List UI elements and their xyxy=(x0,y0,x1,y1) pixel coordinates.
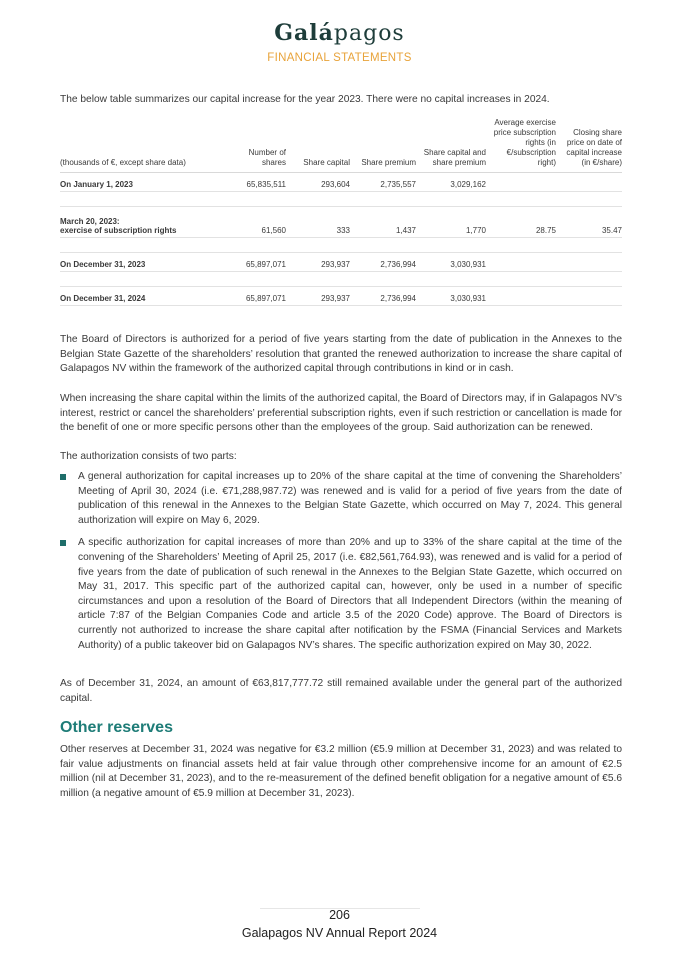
authorization-list xyxy=(60,470,622,661)
table-spacer-row xyxy=(60,272,622,287)
table-header-row xyxy=(60,118,622,173)
table-cell: 293,937 xyxy=(286,287,350,306)
table-cell: 293,937 xyxy=(286,253,350,272)
list-item xyxy=(60,536,622,653)
table-cell: 2,736,994 xyxy=(350,287,416,306)
paragraph-two-parts: The authorization consists of two parts: xyxy=(60,451,237,462)
table-cell: 1,770 xyxy=(416,207,486,238)
table-header-cell: Share capital xyxy=(286,118,350,173)
table-cell: 28.75 xyxy=(486,207,556,238)
table-header-cell: Closing share price on date of capital increase (in €/share) xyxy=(556,118,622,173)
table-cell: 65,835,511 xyxy=(220,173,286,192)
row-label: On January 1, 2023 xyxy=(60,173,220,192)
row-label: On December 31, 2024 xyxy=(60,287,220,306)
section-label: FINANCIAL STATEMENTS xyxy=(267,52,412,64)
table-spacer-row xyxy=(60,238,622,253)
table-cell: 3,029,162 xyxy=(416,173,486,192)
paragraph-preferential-rights: When increasing the share capital within the limits of the authorized capital, the Board of Directors may, if in Galapagos NV’s interest, restrict or cancel the shareholders’ preferential subscription rights, even if such restriction or cancellation is made for the benefit of one or more specific persons other than the employees of the group. Said authorization can be renewed. xyxy=(60,393,622,434)
table-row xyxy=(60,253,622,272)
table-cell: 61,560 xyxy=(220,207,286,238)
row-label: On December 31, 2023 xyxy=(60,253,220,272)
table-header-cell: Number of shares xyxy=(220,118,286,173)
galapagos-logo: Galápagos xyxy=(274,20,405,46)
table-header-cell: Average exercise price subscription rights (in €/subscription right) xyxy=(486,118,556,173)
table-row xyxy=(60,287,622,306)
table-cell: 293,604 xyxy=(286,173,350,192)
table-cell: 1,437 xyxy=(350,207,416,238)
list-item xyxy=(60,470,622,528)
table-cell: 65,897,071 xyxy=(220,253,286,272)
table-row xyxy=(60,207,622,238)
table-cell: 3,030,931 xyxy=(416,253,486,272)
table-cell: 333 xyxy=(286,207,350,238)
table-cell: 65,897,071 xyxy=(220,287,286,306)
table-cell xyxy=(556,253,622,272)
square-bullet-icon xyxy=(60,540,66,546)
table-cell: 2,736,994 xyxy=(350,253,416,272)
page-number: 206 xyxy=(329,908,350,922)
square-bullet-icon xyxy=(60,474,66,480)
table-row xyxy=(60,173,622,192)
table-cell xyxy=(486,287,556,306)
row-label: March 20, 2023: exercise of subscription rights xyxy=(60,207,220,238)
table-cell: 2,735,557 xyxy=(350,173,416,192)
page-footer xyxy=(0,908,679,940)
page-header xyxy=(0,20,679,64)
table-spacer-row xyxy=(60,192,622,207)
list-item-text: A specific authorization for capital increases of more than 20% and up to 33% of the share capital at the time of the convening of the Shareholders’ Meeting of April 25, 2017 (i.e. €82,561,764.93), was renewed and is valid for a period of five years from the date of publication of such renewal in the Annexes to the Belgian State Gazette, which occurred on May 31, 2017. This specific part of the authorized capital can, however, only be used in a number of specific circumstances and upon a resolution of the Board of Directors that all Independent Directors (within the meaning of article 7:87 of the Belgian Companies Code and article 3.5 of the 2020 Code) approve. The Board of Directors is currently not authorized to increase the share capital after notification by the FSMA (Financial Services and Markets Authority) of a public takeover bid on Galapagos NV’s shares. The specific authorization expired on May 30, 2022. xyxy=(78,537,622,651)
other-reserves-heading: Other reserves xyxy=(60,719,173,736)
list-item-text: A general authorization for capital increases up to 20% of the share capital at the time of convening the Shareholders’ Meeting of April 30, 2024 (i.e. €71,288,987.72) was renewed and is valid for a period of five years from the date of publication of this renewal in the Annexes to the Belgian State Gazette, which occurred on May 7, 2024. This general authorization will expire on May 6, 2029. xyxy=(78,471,622,526)
table-header-cell: (thousands of €, except share data) xyxy=(60,118,220,173)
report-title: Galapagos NV Annual Report 2024 xyxy=(241,926,438,940)
table-cell xyxy=(486,253,556,272)
paragraph-available-amount: As of December 31, 2024, an amount of €63,817,777.72 still remained available under the general part of the authorized capital. xyxy=(60,678,622,704)
table-cell: 35.47 xyxy=(556,207,622,238)
table-cell xyxy=(556,287,622,306)
table-cell: 3,030,931 xyxy=(416,287,486,306)
intro-text: The below table summarizes our capital increase for the year 2023. There were no capital increases in 2024. xyxy=(60,94,550,105)
table-cell xyxy=(486,173,556,192)
paragraph-authorization: The Board of Directors is authorized for a period of five years starting from the date of publication in the Annexes to the Belgian State Gazette of the shareholders’ resolution that granted the renewed authorization to increase the share capital of Galapagos NV within the framework of the authorized capital through contributions in kind or in cash. xyxy=(60,334,622,375)
table-header-cell: Share premium xyxy=(350,118,416,173)
other-reserves-text: Other reserves at December 31, 2024 was negative for €3.2 million (€5.9 million at December 31, 2023) and was related to fair value adjustments on financial assets held at fair value through other comprehensive income for an amount of €2.5 million (nil at December 31, 2023), and to the re-measurement of the defined benefit obligation for a negative amount of €5.6 million (a negative amount of €5.9 million at December 31, 2023). xyxy=(60,744,622,799)
table-header-cell: Share capital and share premium xyxy=(416,118,486,173)
capital-increase-table xyxy=(60,118,622,306)
table-cell xyxy=(556,173,622,192)
